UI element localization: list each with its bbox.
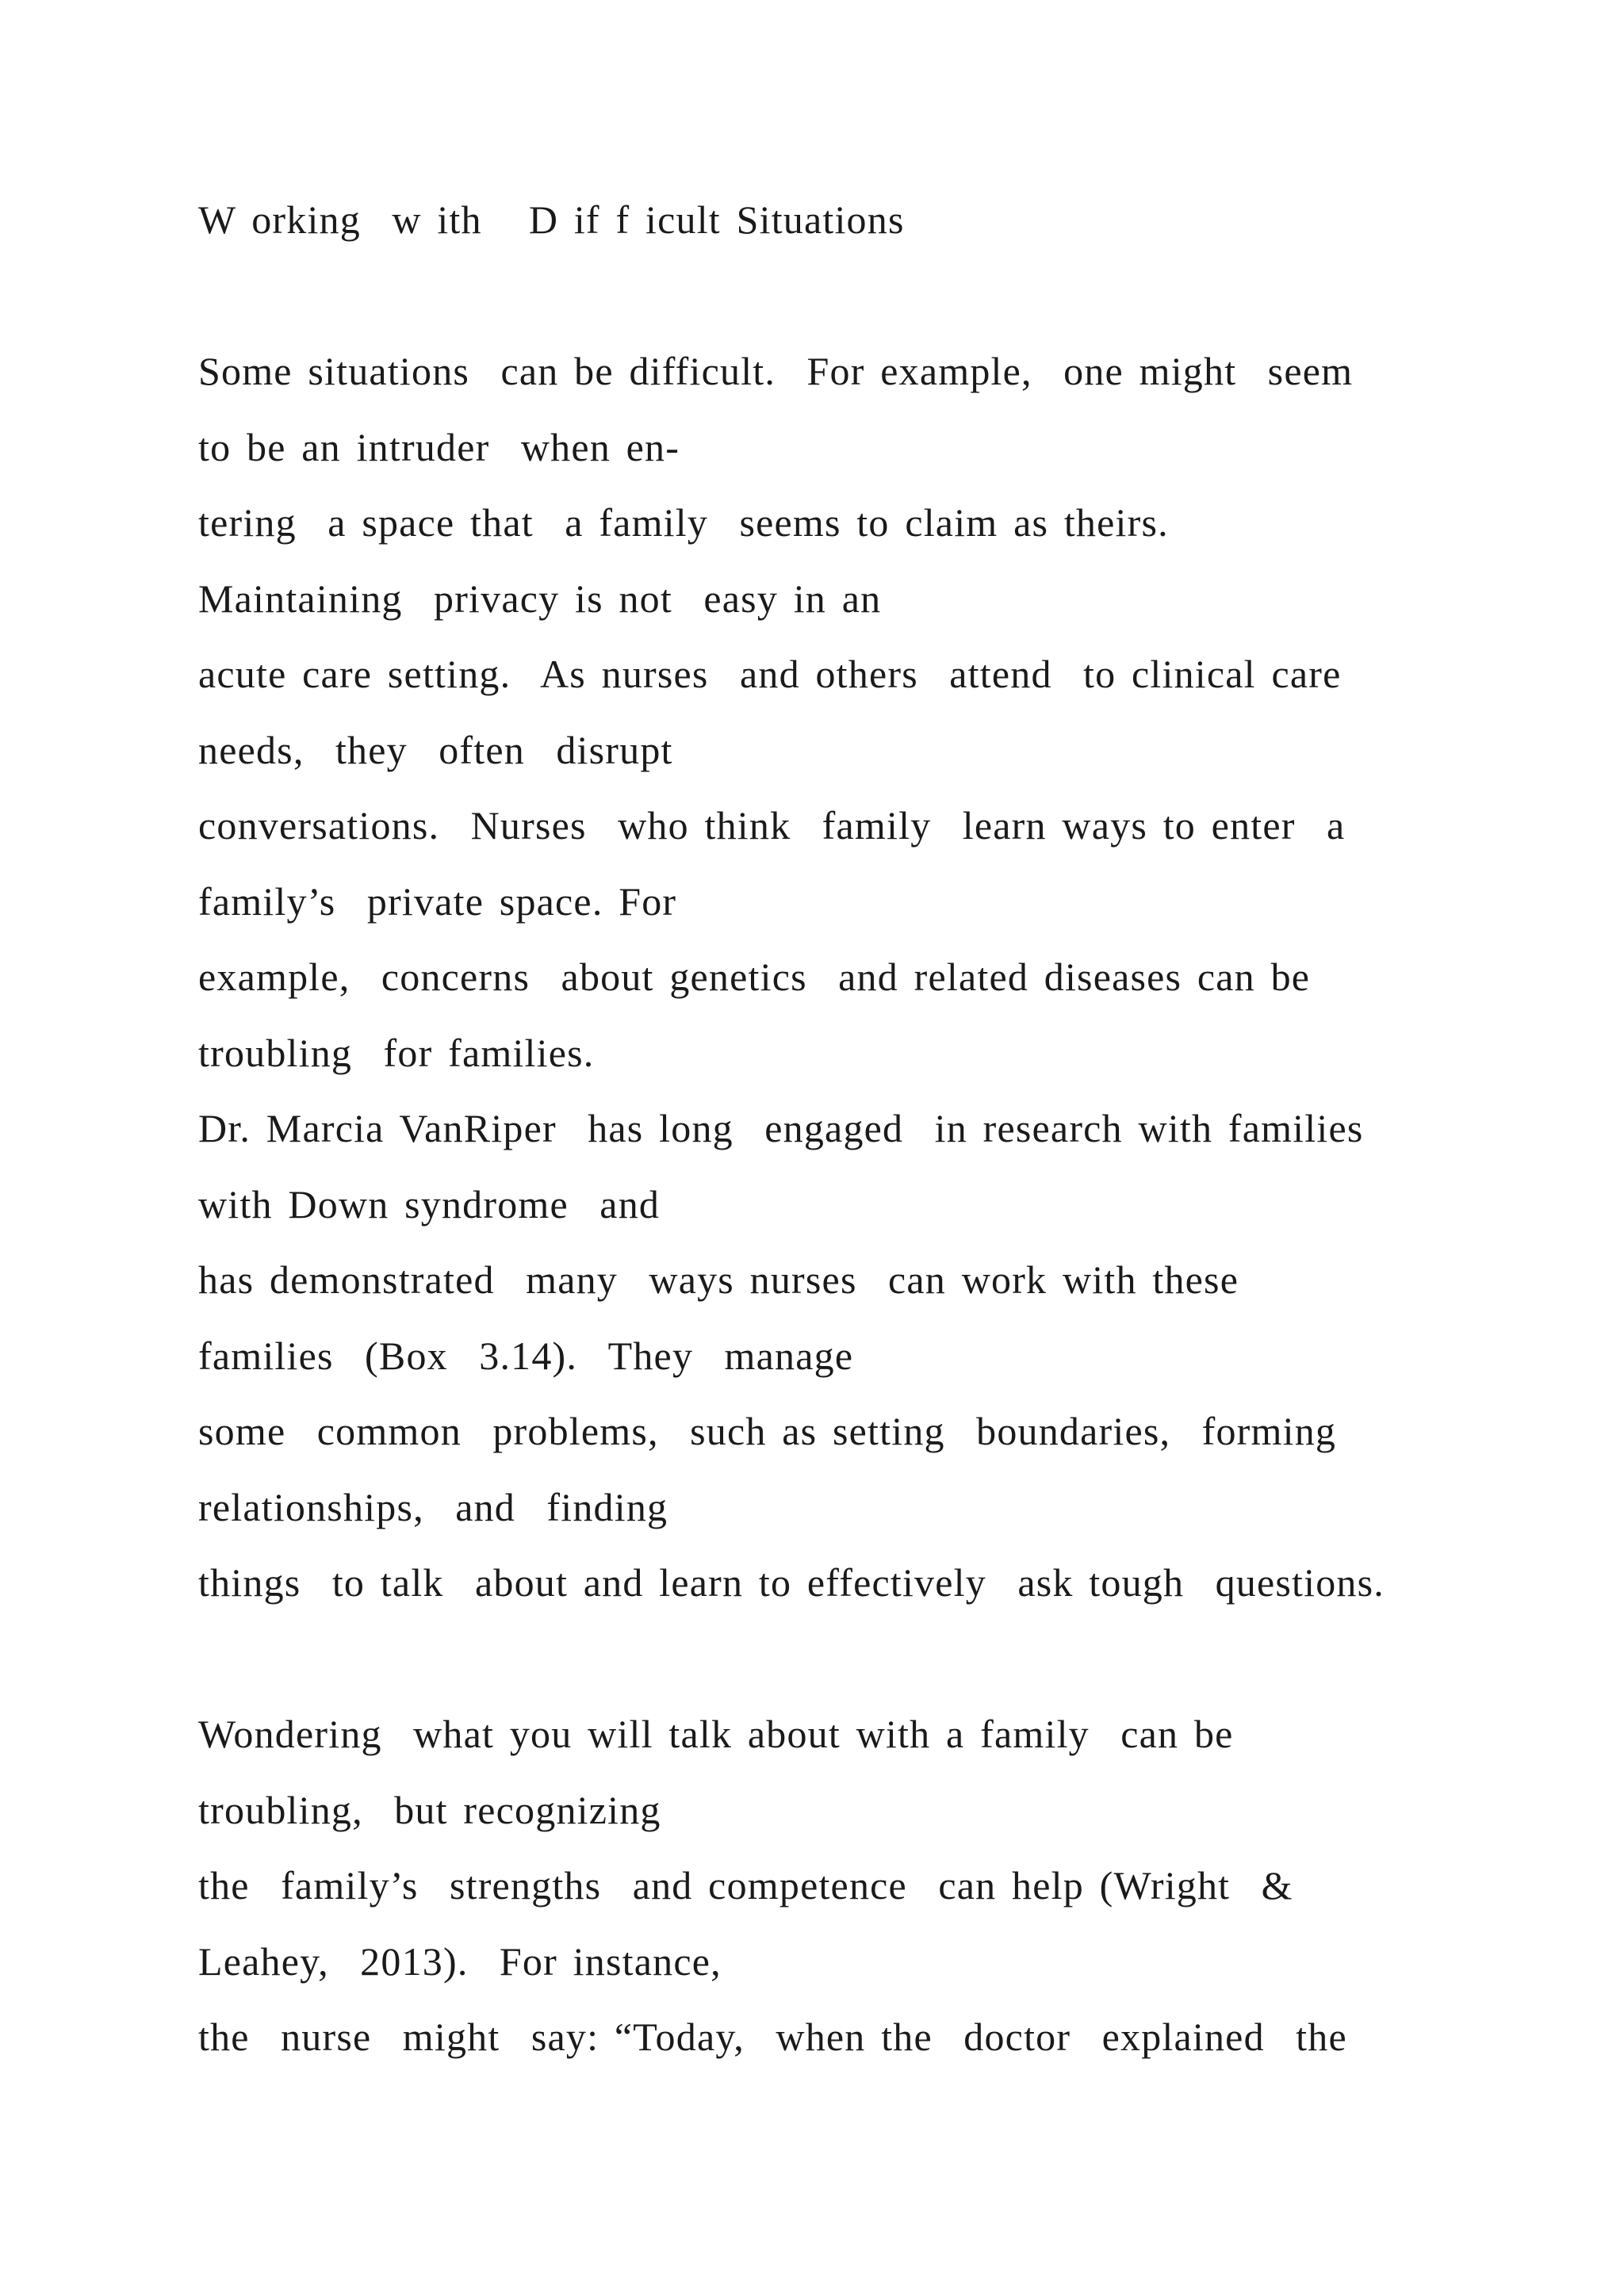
- text-line: has demonstrated many ways nurses can work with these: [198, 1257, 1239, 1302]
- text-line: Maintaining privacy is not easy in an: [198, 576, 882, 621]
- paragraph-2: [198, 1697, 1546, 2076]
- text-line: conversations. Nurses who think family learn ways to enter a: [198, 803, 1346, 848]
- text-line: needs, they often disrupt: [198, 727, 673, 772]
- text-line: with Down syndrome and: [198, 1181, 661, 1226]
- text-line: acute care setting. As nurses and others attend to clinical care: [198, 652, 1342, 696]
- text-line: family’s private space. For: [198, 878, 677, 924]
- paragraph-spacer: [198, 1621, 1546, 1697]
- document-body: [198, 182, 1546, 2076]
- text-line: troubling, but recognizing: [198, 1787, 661, 1832]
- text-line: the family’s strengths and competence can help (Wright &: [198, 1863, 1293, 1908]
- paragraph-spacer: [198, 258, 1546, 335]
- text-line: example, concerns about genetics and related diseases can be: [198, 955, 1311, 999]
- text-line: troubling for families.: [198, 1030, 595, 1075]
- section-heading: W orking w ith D if f icult Situations: [198, 197, 905, 242]
- text-line: relationships, and finding: [198, 1484, 668, 1529]
- text-line: Wondering what you will talk about with a family can be: [198, 1712, 1234, 1756]
- text-line: to be an intruder when en-: [198, 424, 680, 469]
- text-line: Some situations can be difficult. For example, one might seem: [198, 349, 1354, 393]
- text-line: some common problems, such as setting boundaries, forming: [198, 1409, 1337, 1453]
- text-line: the nurse might say: “Today, when the doctor explained the: [198, 2015, 1347, 2059]
- text-line: Dr. Marcia VanRiper has long engaged in research with families: [198, 1106, 1364, 1150]
- text-line: families (Box 3.14). They manage: [198, 1333, 854, 1378]
- text-line: things to talk about and learn to effectively ask tough questions.: [198, 1560, 1385, 1605]
- paragraph-1: [198, 334, 1546, 1621]
- text-line: tering a space that a family seems to claim as theirs.: [198, 500, 1169, 545]
- text-line: Leahey, 2013). For instance,: [198, 1938, 722, 1984]
